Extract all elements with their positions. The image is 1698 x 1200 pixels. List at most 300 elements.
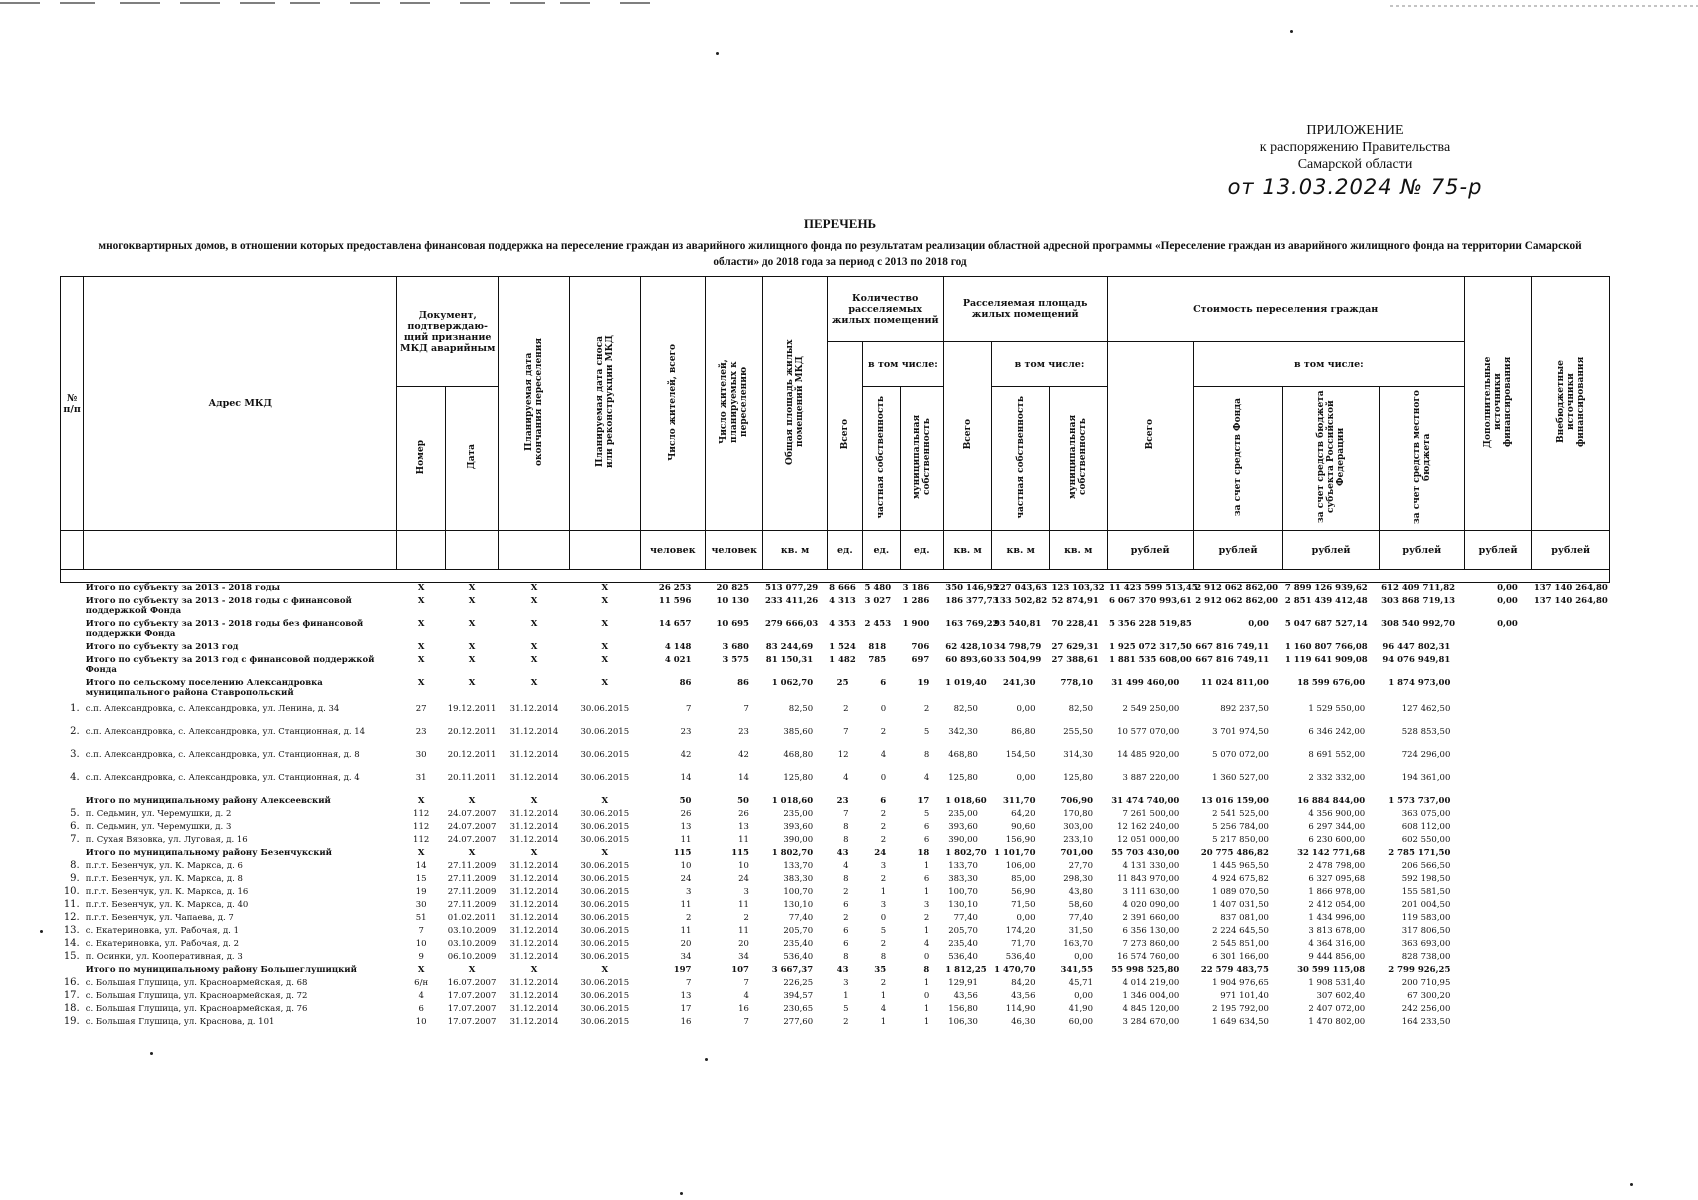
table-cell: 26 — [680, 809, 692, 819]
table-cell: 31.12.2014 — [509, 952, 559, 962]
table-cell: 125,80 — [1063, 773, 1093, 783]
table-cell: 317 806,50 — [1401, 926, 1451, 936]
table-row — [61, 750, 1610, 773]
table-cell: 303,00 — [1063, 822, 1093, 832]
table-cell: 15 — [415, 874, 427, 884]
table-cell: 163,70 — [1063, 939, 1093, 949]
table-cell: 22 579 483,75 — [1200, 965, 1269, 975]
table-cell: 186 377,73 — [945, 596, 999, 606]
table-cell: 56,90 — [1011, 887, 1036, 897]
table-cell: 0 — [923, 991, 930, 1001]
table-cell: 0 — [880, 773, 887, 783]
table-cell: 2 — [880, 874, 887, 884]
table-cell: 971 101,40 — [1220, 991, 1269, 1001]
table-cell — [1464, 822, 1531, 835]
table-cell: 164 233,50 — [1401, 1017, 1451, 1027]
table-cell: 2 545 851,00 — [1212, 939, 1269, 949]
table-cell: 27 629,31 — [1051, 642, 1099, 652]
table-cell: 119 583,00 — [1401, 913, 1451, 923]
table-cell: 6 067 370 993,61 — [1109, 596, 1192, 606]
table-cell: 7 273 860,00 — [1122, 939, 1180, 949]
table-cell: 31.12.2014 — [509, 704, 559, 714]
table-cell — [1532, 939, 1610, 952]
col-area-incl: в том числе: — [992, 342, 1107, 387]
table-cell: 778,10 — [1060, 678, 1093, 688]
table-cell: X — [468, 848, 476, 858]
table-cell: 33 504,99 — [993, 655, 1042, 665]
table-cell: 9 444 856,00 — [1308, 952, 1366, 962]
table-cell: 828 738,00 — [1401, 952, 1451, 962]
table-cell — [1464, 848, 1531, 861]
table-cell: 4 356 900,00 — [1308, 809, 1366, 819]
table-cell: 6 — [923, 835, 930, 845]
table-cell: 3 284 670,00 — [1122, 1017, 1180, 1027]
table-cell: 19. — [63, 1016, 80, 1027]
table-cell — [1464, 750, 1531, 773]
table-cell: 5 — [923, 809, 930, 819]
table-cell — [1532, 1017, 1610, 1030]
table-cell: 4 — [418, 991, 424, 1001]
table-cell: 3 — [880, 900, 887, 910]
table-cell: 194 361,00 — [1401, 773, 1451, 783]
table-cell: 1 470 802,00 — [1308, 1017, 1366, 1027]
table-cell: 0,00 — [1016, 704, 1036, 714]
table-cell: 303 868 719,13 — [1381, 596, 1456, 606]
col-area-private: частная собственность — [992, 387, 1050, 531]
table-cell: 90,60 — [1011, 822, 1036, 832]
table-cell: 3 575 — [722, 655, 749, 665]
address-cell: Итого по субъекту за 2013 год — [85, 642, 239, 652]
table-cell: 23 — [415, 727, 427, 737]
table-cell: 03.10.2009 — [447, 939, 497, 949]
table-cell: 385,60 — [783, 727, 814, 737]
table-cell: 30.06.2015 — [580, 822, 630, 832]
table-cell: 706 — [911, 642, 930, 652]
table-cell: 71,50 — [1011, 900, 1036, 910]
table-cell: 1 119 641 909,08 — [1284, 655, 1368, 665]
table-cell: 0,00 — [1497, 619, 1518, 629]
table-cell: 342,30 — [948, 727, 978, 737]
table-cell: 1 904 976,65 — [1212, 978, 1269, 988]
table-cell: X — [601, 596, 609, 606]
table-cell: 1 866 978,00 — [1308, 887, 1366, 897]
table-cell: 17.07.2007 — [447, 1017, 497, 1027]
table-cell: 2 799 926,25 — [1388, 965, 1451, 975]
table-cell: 8 — [923, 965, 930, 975]
table-cell — [1464, 991, 1531, 1004]
table-cell: 10 — [680, 861, 692, 871]
table-cell: 701,00 — [1060, 848, 1093, 858]
address-cell: Итого по муниципальному району Безенчукский — [85, 848, 332, 858]
table-cell: 1 900 — [902, 619, 930, 629]
table-cell: 137 140 264,80 — [1533, 596, 1608, 606]
table-cell — [1464, 704, 1531, 727]
table-cell: 30.06.2015 — [580, 773, 630, 783]
table-cell: 0,00 — [1497, 583, 1518, 593]
table-cell: 34 — [680, 952, 692, 962]
table-cell — [1532, 848, 1610, 861]
table-cell: 10 577 070,00 — [1117, 727, 1180, 737]
table-cell: 12. — [63, 912, 80, 923]
unit-cell: кв. м — [992, 531, 1050, 570]
col-document-group: Документ, подтверждаю-щий признание МКД аварийным — [397, 277, 499, 387]
table-cell: 1 101,70 — [994, 848, 1036, 858]
table-row — [61, 1017, 1610, 1030]
table-cell: 30.06.2015 — [580, 978, 630, 988]
table-cell — [1464, 913, 1531, 926]
table-cell: 50 — [679, 796, 692, 806]
address-cell: Итого по субъекту за 2013 - 2018 годы без финансовой поддержки Фонда — [85, 619, 364, 639]
table-cell: 34 798,79 — [993, 642, 1042, 652]
table-cell: X — [417, 796, 425, 806]
table-cell: 1 — [880, 887, 887, 897]
table-cell: 30.06.2015 — [580, 727, 630, 737]
table-cell: X — [530, 596, 538, 606]
address-cell: с.п. Александровка, с. Александровка, ул. Станционная, д. 14 — [85, 727, 366, 737]
table-cell — [1532, 835, 1610, 848]
table-cell: 608 112,00 — [1401, 822, 1451, 832]
table-cell: 6 — [923, 874, 930, 884]
table-cell: 4 148 — [664, 642, 692, 652]
table-cell: 14 — [738, 773, 749, 783]
table-cell: 27.11.2009 — [447, 887, 497, 897]
table-cell — [1464, 887, 1531, 900]
table-cell: 18 599 676,00 — [1297, 678, 1366, 688]
table-cell: 31.12.2014 — [509, 835, 559, 845]
table-cell: 1 445 965,50 — [1212, 861, 1269, 871]
address-cell: п.г.т. Безенчук, ул. К. Маркса, д. 16 — [85, 887, 249, 897]
table-cell: 11 — [738, 900, 749, 910]
table-cell: 0 — [880, 913, 887, 923]
table-cell: 5 047 687 527,14 — [1284, 619, 1368, 629]
table-cell: 1 286 — [902, 596, 930, 606]
table-cell: 31.12.2014 — [509, 1004, 559, 1014]
table-cell: 43,80 — [1068, 887, 1093, 897]
address-cell: п. Сухая Вязовка, ул. Луговая, д. 16 — [85, 835, 248, 845]
table-cell: 125,80 — [948, 773, 978, 783]
table-cell: 4 — [880, 1004, 887, 1014]
table-cell: X — [530, 655, 538, 665]
unit-cell: рублей — [1464, 531, 1531, 570]
table-cell: 12 — [837, 750, 849, 760]
col-planned-resettlement: Планируемая дата окончания переселения — [499, 277, 570, 531]
table-cell: 82,50 — [1068, 704, 1093, 714]
table-cell: 83 244,69 — [765, 642, 814, 652]
table-cell: 23 — [738, 727, 749, 737]
table-cell: 30.06.2015 — [580, 900, 630, 910]
table-cell: 17.07.2007 — [447, 1004, 497, 1014]
table-cell: 206 566,50 — [1401, 861, 1451, 871]
table-cell: 667 816 749,11 — [1195, 642, 1270, 652]
table-cell: 96 447 802,31 — [1382, 642, 1451, 652]
col-area-group: Расселяемая площадь жилых помещений — [943, 277, 1107, 342]
address-cell: п. Седьмин, ул. Черемушки, д. 3 — [85, 822, 232, 832]
document-title: ПЕРЕЧЕНЬ — [803, 216, 877, 231]
table-cell: 46,30 — [1011, 1017, 1036, 1027]
table-row — [61, 861, 1610, 874]
table-cell: 13 016 159,00 — [1200, 796, 1269, 806]
table-cell — [1464, 1017, 1531, 1030]
col-area-municipal: муниципальная собственность — [1049, 387, 1107, 531]
table-cell: 16 — [738, 1004, 749, 1014]
table-cell: 279 666,03 — [764, 619, 819, 629]
table-cell: 308 540 992,70 — [1381, 619, 1456, 629]
table-cell — [1464, 952, 1531, 965]
table-cell: 3 111 630,00 — [1122, 887, 1180, 897]
table-cell — [1532, 991, 1610, 1004]
table-cell: 2 478 798,00 — [1308, 861, 1366, 871]
table-cell: 20.11.2011 — [447, 773, 497, 783]
table-cell: 6 346 242,00 — [1308, 727, 1366, 737]
table-cell: 1 529 550,00 — [1308, 704, 1366, 714]
table-cell: X — [417, 965, 425, 975]
table-cell: 81 150,31 — [765, 655, 814, 665]
table-cell: 230,65 — [783, 1004, 814, 1014]
table-cell: 06.10.2009 — [447, 952, 497, 962]
table-cell: 6 — [923, 822, 930, 832]
scan-edge-marks — [0, 0, 1698, 12]
table-total-row — [61, 848, 1610, 861]
table-cell: 133,70 — [783, 861, 814, 871]
table-cell: 11. — [63, 899, 80, 910]
table-cell — [1532, 978, 1610, 991]
table-row — [61, 978, 1610, 991]
table-cell: 156,90 — [1005, 835, 1036, 845]
table-cell: 6 297 344,00 — [1308, 822, 1366, 832]
table-cell: 11 — [738, 835, 749, 845]
table-cell: 235,40 — [948, 939, 978, 949]
table-cell: 1 — [923, 861, 930, 871]
table-cell: 892 237,50 — [1220, 704, 1269, 714]
address-cell: Итого по муниципальному району Большеглушицкий — [85, 965, 357, 975]
col-total-area: Общая площадь жилых помещений МКД — [763, 277, 827, 531]
address-cell: с.п. Александровка, с. Александровка, ул. Ленина, д. 34 — [85, 704, 340, 714]
table-cell: 77,40 — [953, 913, 978, 923]
table-cell: 6 — [843, 926, 849, 936]
table-cell: 125,80 — [783, 773, 814, 783]
table-cell — [1464, 1004, 1531, 1017]
table-cell: X — [601, 583, 609, 593]
col-rooms-total: Всего — [827, 342, 862, 531]
table-cell: 43,56 — [953, 991, 978, 1001]
table-cell: 226,25 — [783, 978, 814, 988]
table-cell: 785 — [868, 655, 887, 665]
table-cell: 5 — [880, 926, 887, 936]
table-cell: 19 — [415, 887, 427, 897]
table-cell: 3 — [880, 861, 887, 871]
table-total-row — [61, 619, 1610, 642]
table-cell: 2 — [923, 704, 930, 714]
table-cell — [1532, 773, 1610, 796]
table-cell: 8 — [880, 952, 887, 962]
table-cell: 6 — [880, 678, 887, 688]
table-row — [61, 704, 1610, 727]
table-cell: 1 573 737,00 — [1388, 796, 1451, 806]
address-cell: Итого по субъекту за 2013 - 2018 годы с финансовой поддержкой Фонда — [85, 596, 352, 616]
table-cell — [1532, 655, 1610, 678]
col-rooms-group: Количество расселяемых жилых помещений — [827, 277, 943, 342]
table-cell: 311,70 — [1002, 796, 1036, 806]
table-cell: 0 — [880, 704, 887, 714]
unit-cell: рублей — [1532, 531, 1610, 570]
col-cost-group: Стоимость переселения граждан — [1107, 277, 1464, 342]
table-cell: 31.12.2014 — [509, 727, 559, 737]
table-cell: 468,80 — [948, 750, 978, 760]
table-cell: 528 853,50 — [1401, 727, 1451, 737]
table-cell: X — [530, 965, 538, 975]
table-cell: X — [530, 583, 538, 593]
table-cell: 383,30 — [948, 874, 978, 884]
table-cell: 2 — [880, 727, 887, 737]
table-cell: 6. — [70, 821, 80, 832]
table-cell: 62 428,10 — [945, 642, 993, 652]
table-cell — [1532, 619, 1610, 642]
table-cell: X — [417, 655, 425, 665]
table-cell — [1532, 926, 1610, 939]
table-cell: 235,00 — [783, 809, 814, 819]
col-cost-subject: за счет средств бюджета субъекта Российской Федерации — [1283, 387, 1379, 531]
table-cell: 3 — [843, 978, 849, 988]
table-cell: 8 — [843, 822, 849, 832]
table-cell: 77,40 — [788, 913, 814, 923]
table-cell: 31.12.2014 — [509, 991, 559, 1001]
table-cell: 30.06.2015 — [580, 835, 630, 845]
table-cell: 11 843 970,00 — [1117, 874, 1180, 884]
table-cell: 2 785 171,50 — [1388, 848, 1451, 858]
table-cell: 1 — [843, 991, 849, 1001]
table-cell — [1532, 887, 1610, 900]
table-cell: 13 — [680, 822, 692, 832]
table-cell: 112 — [413, 822, 430, 832]
table-cell: 2 — [843, 704, 849, 714]
table-cell: 94 076 949,81 — [1382, 655, 1451, 665]
table-cell: 7 — [418, 926, 424, 936]
table-cell: 1 — [880, 1017, 887, 1027]
table-cell: 106,00 — [1005, 861, 1036, 871]
table-cell: 14 — [415, 861, 427, 871]
col-planned-demolition: Планируемая дата сноса или реконструкции МКД — [569, 277, 640, 531]
address-cell: п.г.т. Безенчук, ул. Чапаева, д. 7 — [85, 913, 234, 923]
table-cell: 6/н — [414, 978, 429, 988]
table-cell: 123 103,32 — [1051, 583, 1105, 593]
table-row — [61, 900, 1610, 913]
table-row — [61, 952, 1610, 965]
table-cell: 5. — [70, 808, 80, 819]
table-cell: 5 256 784,00 — [1212, 822, 1269, 832]
table-cell: 133,70 — [948, 861, 978, 871]
table-cell — [1464, 861, 1531, 874]
table-cell: 205,70 — [948, 926, 978, 936]
table-cell: 30.06.2015 — [580, 1004, 630, 1014]
table-cell: 233 411,26 — [764, 596, 819, 606]
table-cell: 390,00 — [783, 835, 814, 845]
handwritten-order-reference: от 13.03.2024 № 75-р — [1227, 175, 1483, 199]
table-cell: 2 332 332,00 — [1308, 773, 1366, 783]
table-cell: 235,00 — [948, 809, 978, 819]
appendix-line-3: Самарской области — [1297, 157, 1413, 172]
table-cell: 30.06.2015 — [580, 939, 630, 949]
table-cell: 2 — [743, 913, 749, 923]
table-row — [61, 727, 1610, 750]
table-cell: X — [417, 619, 425, 629]
table-cell: 1 089 070,50 — [1212, 887, 1269, 897]
scan-speck — [680, 1192, 683, 1195]
table-cell: 2 549 250,00 — [1122, 704, 1180, 714]
table-cell: 31 499 460,00 — [1111, 678, 1180, 688]
table-cell: 2 851 439 412,48 — [1284, 596, 1368, 606]
table-cell: 697 — [911, 655, 930, 665]
table-cell: 1 — [923, 887, 930, 897]
table-cell: 2 — [843, 887, 849, 897]
table-cell: 27.11.2009 — [447, 874, 497, 884]
table-cell: 1. — [70, 703, 80, 714]
table-cell: 13 — [680, 991, 692, 1001]
table-cell: 2 541 525,00 — [1212, 809, 1269, 819]
table-cell: 4 — [743, 991, 749, 1001]
table-cell: X — [530, 678, 538, 688]
table-row — [61, 887, 1610, 900]
table-cell — [1464, 773, 1531, 796]
table-cell: 2 — [843, 913, 849, 923]
unit-cell: кв. м — [943, 531, 992, 570]
table-cell: 2 224 645,50 — [1212, 926, 1269, 936]
table-cell: X — [601, 796, 609, 806]
col-number: № п/п — [61, 277, 84, 531]
table-cell — [61, 655, 84, 678]
table-cell: 31.12.2014 — [509, 900, 559, 910]
table-cell: 18 — [917, 848, 930, 858]
col-cost-incl: в том числе: — [1193, 342, 1464, 387]
table-row — [61, 1004, 1610, 1017]
table-cell — [1532, 861, 1610, 874]
table-cell: 24.07.2007 — [447, 822, 497, 832]
table-cell: 7 — [686, 978, 692, 988]
table-cell: 7 — [743, 704, 749, 714]
table-cell: 16 884 844,00 — [1297, 796, 1366, 806]
table-cell — [61, 583, 84, 597]
table-cell: 107 — [731, 965, 749, 975]
table-cell: 31.12.2014 — [509, 822, 559, 832]
table-cell: 41,90 — [1068, 1004, 1093, 1014]
table-cell: X — [417, 848, 425, 858]
table-cell: 7 — [843, 727, 849, 737]
table-cell: 25 — [836, 678, 849, 688]
table-cell: 1 881 535 608,00 — [1109, 655, 1192, 665]
table-cell: 15. — [63, 951, 80, 962]
table-cell: 30.06.2015 — [580, 913, 630, 923]
table-cell: 03.10.2009 — [447, 926, 497, 936]
table-cell: 1 649 634,50 — [1212, 1017, 1269, 1027]
table-cell: 27.11.2009 — [447, 861, 497, 871]
table-cell: 18. — [63, 1003, 80, 1014]
table-cell: 27 — [415, 704, 427, 714]
table-cell: 42 — [680, 750, 692, 760]
table-cell: 26 253 — [658, 583, 692, 593]
table-cell: 1 062,70 — [771, 678, 814, 688]
table-cell: 114,90 — [1005, 1004, 1036, 1014]
table-cell: 27,70 — [1068, 861, 1093, 871]
address-cell: п.г.т. Безенчук, ул. К. Маркса, д. 6 — [85, 861, 243, 871]
table-cell: 513 077,29 — [764, 583, 819, 593]
table-cell — [1532, 1004, 1610, 1017]
table-cell: 19.12.2011 — [447, 704, 497, 714]
table-cell: 23 — [680, 727, 692, 737]
table-cell: 12 051 000,00 — [1117, 835, 1180, 845]
table-cell: 0,00 — [1016, 773, 1036, 783]
table-cell: 3 680 — [722, 642, 749, 652]
table-cell: 8 — [923, 750, 930, 760]
table-cell: 9. — [70, 873, 80, 884]
